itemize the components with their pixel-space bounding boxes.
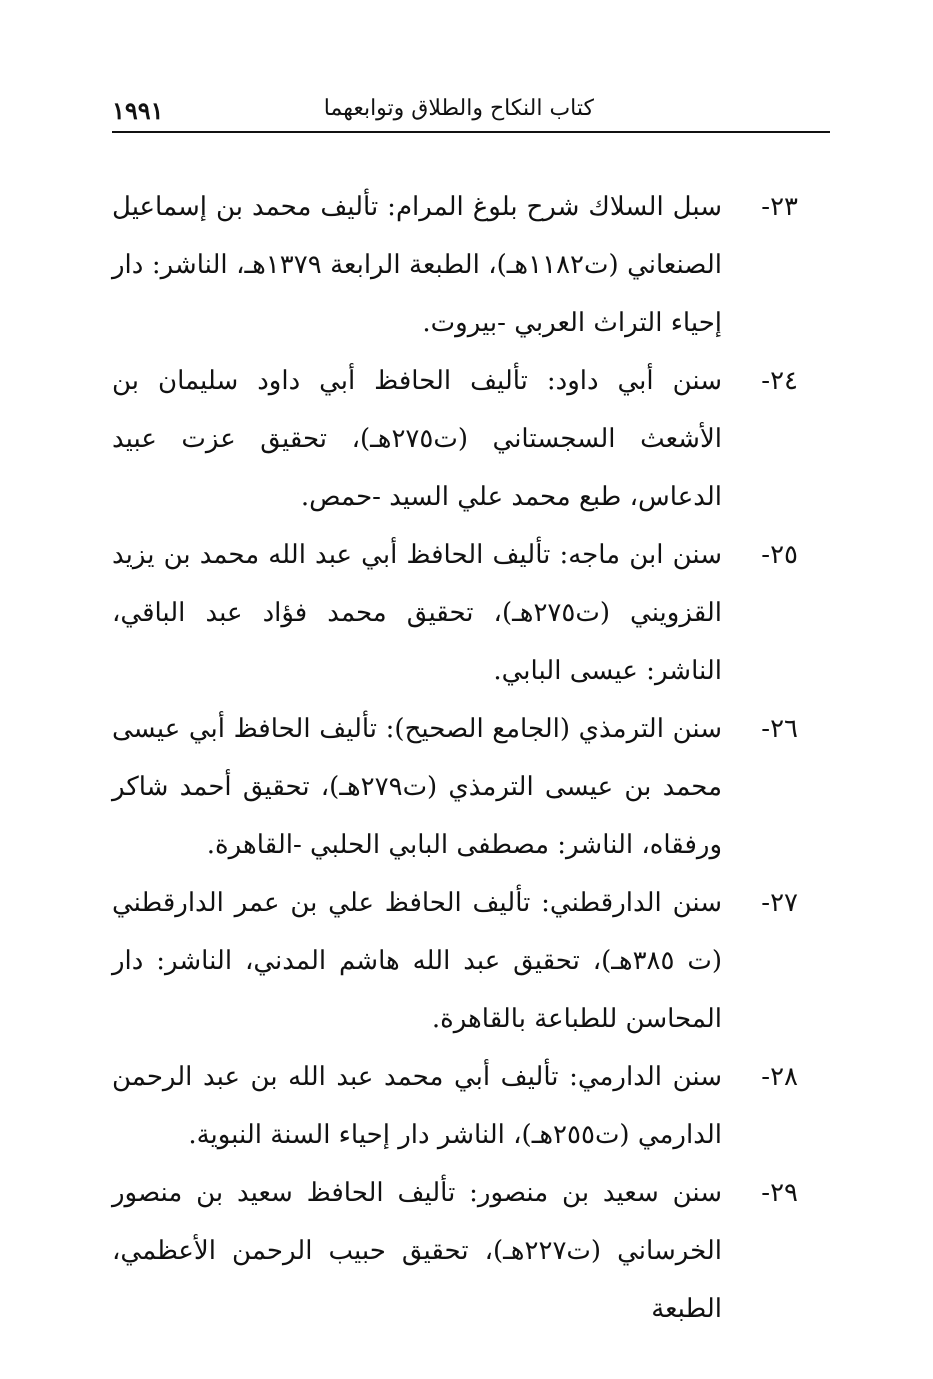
entry-text: سبل السلاك شرح بلوغ المرام: تأليف محمد بن إسماعيل الصنعاني (ت١١٨٢هـ)، الطبعة الرابعة ١٣٧٩هـ، الناشر: دار إحياء التراث العربي -بيروت. (112, 192, 722, 338)
entry-text: سنن أبي داود: تأليف الحافظ أبي داود سليمان بن الأشعث السجستاني (ت٢٧٥هـ)، تحقيق عزت عبيد الدعاس، طبع محمد علي السيد -حمص. (112, 366, 722, 512)
bibliography-entry (112, 1048, 798, 1164)
header-rule (112, 131, 830, 133)
page-header (112, 92, 830, 132)
bibliography-list (112, 178, 798, 1338)
running-title: كتاب النكاح والطلاق وتوابعهما (323, 96, 594, 121)
entry-text: سنن سعيد بن منصور: تأليف الحافظ سعيد بن منصور الخرساني (ت٢٢٧هـ)، تحقيق حبيب الرحمن الأعظمي، الطبعة (112, 1178, 722, 1324)
entry-number: ٢٥- (761, 540, 798, 570)
entry-number: ٢٣- (761, 192, 798, 222)
entry-number: ٢٨- (761, 1062, 798, 1092)
entry-number: ٢٩- (761, 1178, 798, 1208)
bibliography-entry (112, 874, 798, 1048)
bibliography-entry (112, 526, 798, 700)
entry-text: سنن الدارمي: تأليف أبي محمد عبد الله بن عبد الرحمن الدارمي (ت٢٥٥هـ)، الناشر دار إحياء السنة النبوية. (112, 1062, 722, 1150)
bibliography-entry (112, 178, 798, 352)
page-number: ١٩٩١ (112, 96, 164, 125)
entry-text: سنن الترمذي (الجامع الصحيح): تأليف الحافظ أبي عيسى محمد بن عيسى الترمذي (ت٢٧٩هـ)، تحقيق أحمد شاكر ورفقاه، الناشر: مصطفى البابي الحلبي -القاهرة. (112, 714, 722, 860)
bibliography-entry (112, 700, 798, 874)
entry-number: ٢٤- (761, 366, 798, 396)
entry-number: ٢٦- (761, 714, 798, 744)
bibliography-entry (112, 1164, 798, 1338)
entry-text: سنن الدارقطني: تأليف الحافظ علي بن عمر الدارقطني (ت ٣٨٥هـ)، تحقيق عبد الله هاشم المدني، الناشر: دار المحاسن للطباعة بالقاهرة. (112, 888, 723, 1034)
bibliography-entry (112, 352, 798, 526)
entry-number: ٢٧- (761, 888, 798, 918)
entry-text: سنن ابن ماجه: تأليف الحافظ أبي عبد الله محمد بن يزيد القزويني (ت٢٧٥هـ)، تحقيق محمد فؤاد عبد الباقي، الناشر: عيسى البابي. (112, 540, 722, 686)
